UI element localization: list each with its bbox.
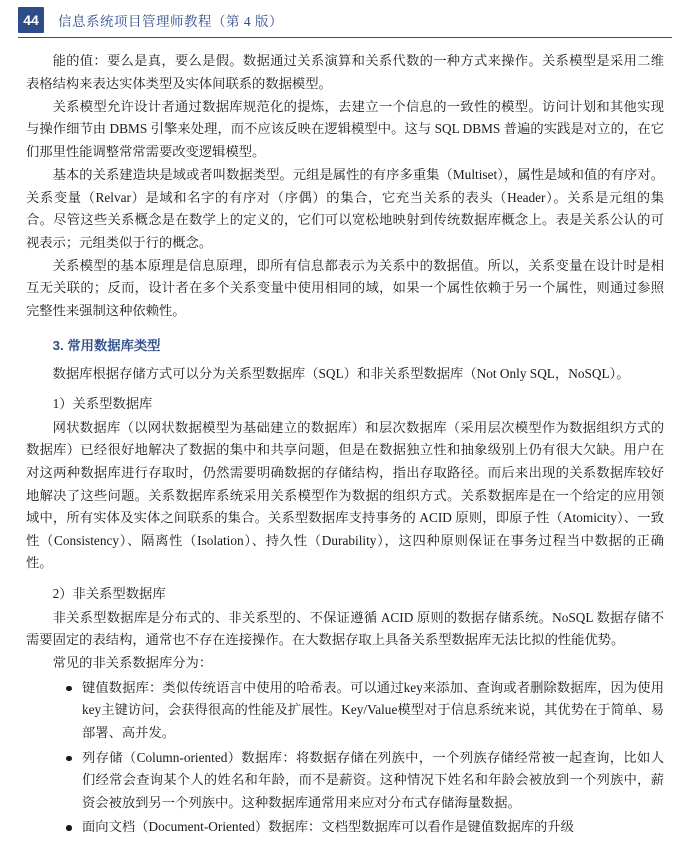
list-item: 键值数据库：类似传统语言中使用的哈希表。可以通过key来添加、查询或者删除数据库，因为使用key主键访问，会获得很高的性能及扩展性。Key/Value模型对于信息系统来说，其优势在于简单、易部署、高并发。 (62, 677, 664, 745)
section-heading: 3. 常用数据库类型 (52, 337, 161, 353)
page-number-badge: 44 (18, 7, 44, 33)
paragraph: 关系模型允许设计者通过数据库规范化的提炼，去建立一个信息的一致性的模型。访问计划和其他实现与操作细节由 DBMS 引擎来处理，而不应该反映在逻辑模型中。这与 SQL DBMS 普遍的实践是对立的，在它们那里性能调整常常需要改变逻辑模型。 (26, 98, 664, 159)
database-type-list (26, 677, 664, 839)
page-content (0, 40, 690, 839)
header-divider (18, 37, 672, 38)
paragraph: 常见的非关系数据库分为： (52, 655, 213, 671)
paragraph: 基本的关系建造块是域或者叫数据类型。元组是属性的有序多重集（Multiset），属性是域和值的有序对。关系变量（Relvar）是域和名字的有序对（序偶）的集合，它充当关系的表头（Header）。关系是元组的集合。尽管这些关系概念是在数学上的定义的，它们可以宽松地映射到传统数据库概念上。表是关系公认的可视表示；元组类似于行的概念。 (26, 166, 664, 250)
paragraph: 非关系型数据库是分布式的、非关系型的、不保证遵循 ACID 原则的数据存储系统。NoSQL 数据存储不需要固定的表结构，通常也不存在连接操作。在大数据存取上具备关系型数据库无法比拟的性能优势。 (26, 609, 664, 648)
paragraph: 关系模型的基本原理是信息原理，即所有信息都表示为关系中的数据值。所以，关系变量在设计时是相互无关联的；反而，设计者在多个关系变量中使用相同的域，如果一个属性依赖于另一个属性，则通过参照完整性来强制这种依赖性。 (26, 257, 664, 319)
list-item: 面向文档（Document-Oriented）数据库：文档型数据库可以看作是键值数据库的升级 (62, 816, 664, 839)
book-title: 信息系统项目管理师教程（第 4 版） (58, 14, 283, 29)
subsection-heading-2: 2）非关系型数据库 (52, 585, 166, 601)
paragraph: 数据库根据存储方式可以分为关系型数据库（SQL）和非关系型数据库（Not Only SQL，NoSQL）。 (52, 365, 630, 381)
list-item: 列存储（Column-oriented）数据库：将数据存储在列族中，一个列族存储经常被一起查询，比如人们经常会查询某个人的姓名和年龄，而不是薪资。这种情况下姓名和年龄会被放到一个列族中，薪资会被放到另一个列族中。这种数据库通常用来应对分布式存储海量数据。 (62, 747, 664, 815)
page-header (0, 0, 690, 40)
subsection-heading-1: 1）关系型数据库 (52, 396, 153, 412)
paragraph: 能的值：要么是真，要么是假。数据通过关系演算和关系代数的一种方式来操作。关系模型是采用二维表格结构来表达实体类型及实体间联系的数据模型。 (26, 53, 664, 91)
paragraph: 网状数据库（以网状数据模型为基础建立的数据库）和层次数据库（采用层次模型作为数据组织方式的数据库）已经很好地解决了数据的集中和共享问题，但是在数据独立性和抽象级别上仍有很大欠缺。用户在对这两种数据库进行存取时，仍然需要明确数据的存储结构，指出存取路径。而后来出现的关系数据库较好地解决了这些问题。关系数据库系统采用关系模型作为数据的组织方式。关系数据库是在一个给定的应用领域中，所有实体及实体之间联系的集合。关系型数据库支持事务的 ACID 原则，即原子性（Atomicity）、一致性（Consistency）、隔离性（Isolation）、持久性（Durability），这四种原则保证在事务过程当中数据的正确性。 (26, 419, 664, 571)
